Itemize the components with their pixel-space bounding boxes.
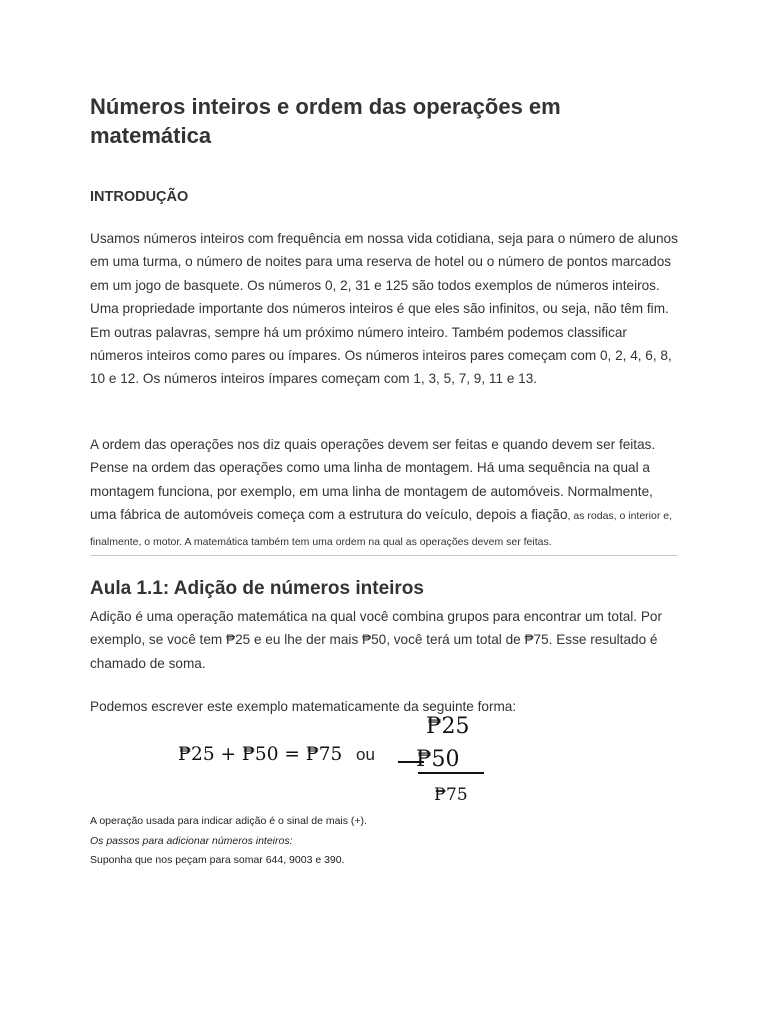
addend-2: ₱50: [416, 747, 460, 772]
or-label: ou: [356, 745, 375, 764]
intro-paragraph: Usamos números inteiros com frequência em nossa vida cotidiana, seja para o número de alunos em uma turma, o número de noites para uma reserva de hotel ou o número de pontos marcados em um jogo de basquete. Os números 0, 2, 31 e 125 são todos exemplos de números inteiros. Uma propriedade importante dos números inteiros é que eles são infinitos, ou seja, não têm fim. Em outras palavras, sempre há um próximo número inteiro. Também podemos classificar números inteiros como pares ou ímpares. Os números inteiros pares começam com 0, 2, 4, 6, 8, 10 e 12. Os números inteiros ímpares começam com 1, 3, 5, 7, 9, 11 e 13.: [90, 231, 678, 387]
stacked-addition: [396, 714, 486, 810]
intro-heading: INTRODUÇÃO: [90, 189, 189, 205]
order-paragraph-small: , as rodas, o interior e, finalmente, o motor. A matemática também tem uma ordem na qual as operações devem ser feitas.: [90, 510, 673, 548]
inline-equation: ₱25 + ₱50 = ₱75: [178, 744, 343, 765]
lesson-heading: Aula 1.1: Adição de números inteiros: [90, 578, 424, 599]
example-intro: Podemos escrever este exemplo matematicamente da seguinte forma:: [90, 699, 517, 714]
section-divider: [90, 555, 678, 556]
sum-result: ₱75: [434, 785, 468, 805]
order-paragraph: [90, 433, 680, 554]
steps-note: Os passos para adicionar números inteiros:: [90, 835, 293, 847]
order-paragraph-main: A ordem das operações nos diz quais operações devem ser feitas e quando devem ser feitas. Pense na ordem das operações como uma linha de montagem. Há uma sequência na qual a montagem funciona, por exemplo, em uma linha de montagem de automóveis. Normalmente, uma fábrica de automóveis começa com a estrutura do veículo, depois a fiação: [90, 437, 656, 523]
addend-1: ₱25: [426, 714, 470, 739]
example-sum-note: Suponha que nos peçam para somar 644, 9003 e 390.: [90, 854, 345, 866]
plus-sign-note: A operação usada para indicar adição é o sinal de mais (+).: [90, 815, 367, 827]
addition-paragraph: Adição é uma operação matemática na qual você combina grupos para encontrar um total. Por exemplo, se você tem ₱25 e eu lhe der mais ₱50, você terá um total de ₱75. Esse resultado é chamado de soma.: [90, 609, 663, 671]
sum-line: [418, 772, 484, 774]
page-title: Números inteiros e ordem das operações em matemática: [90, 94, 561, 148]
